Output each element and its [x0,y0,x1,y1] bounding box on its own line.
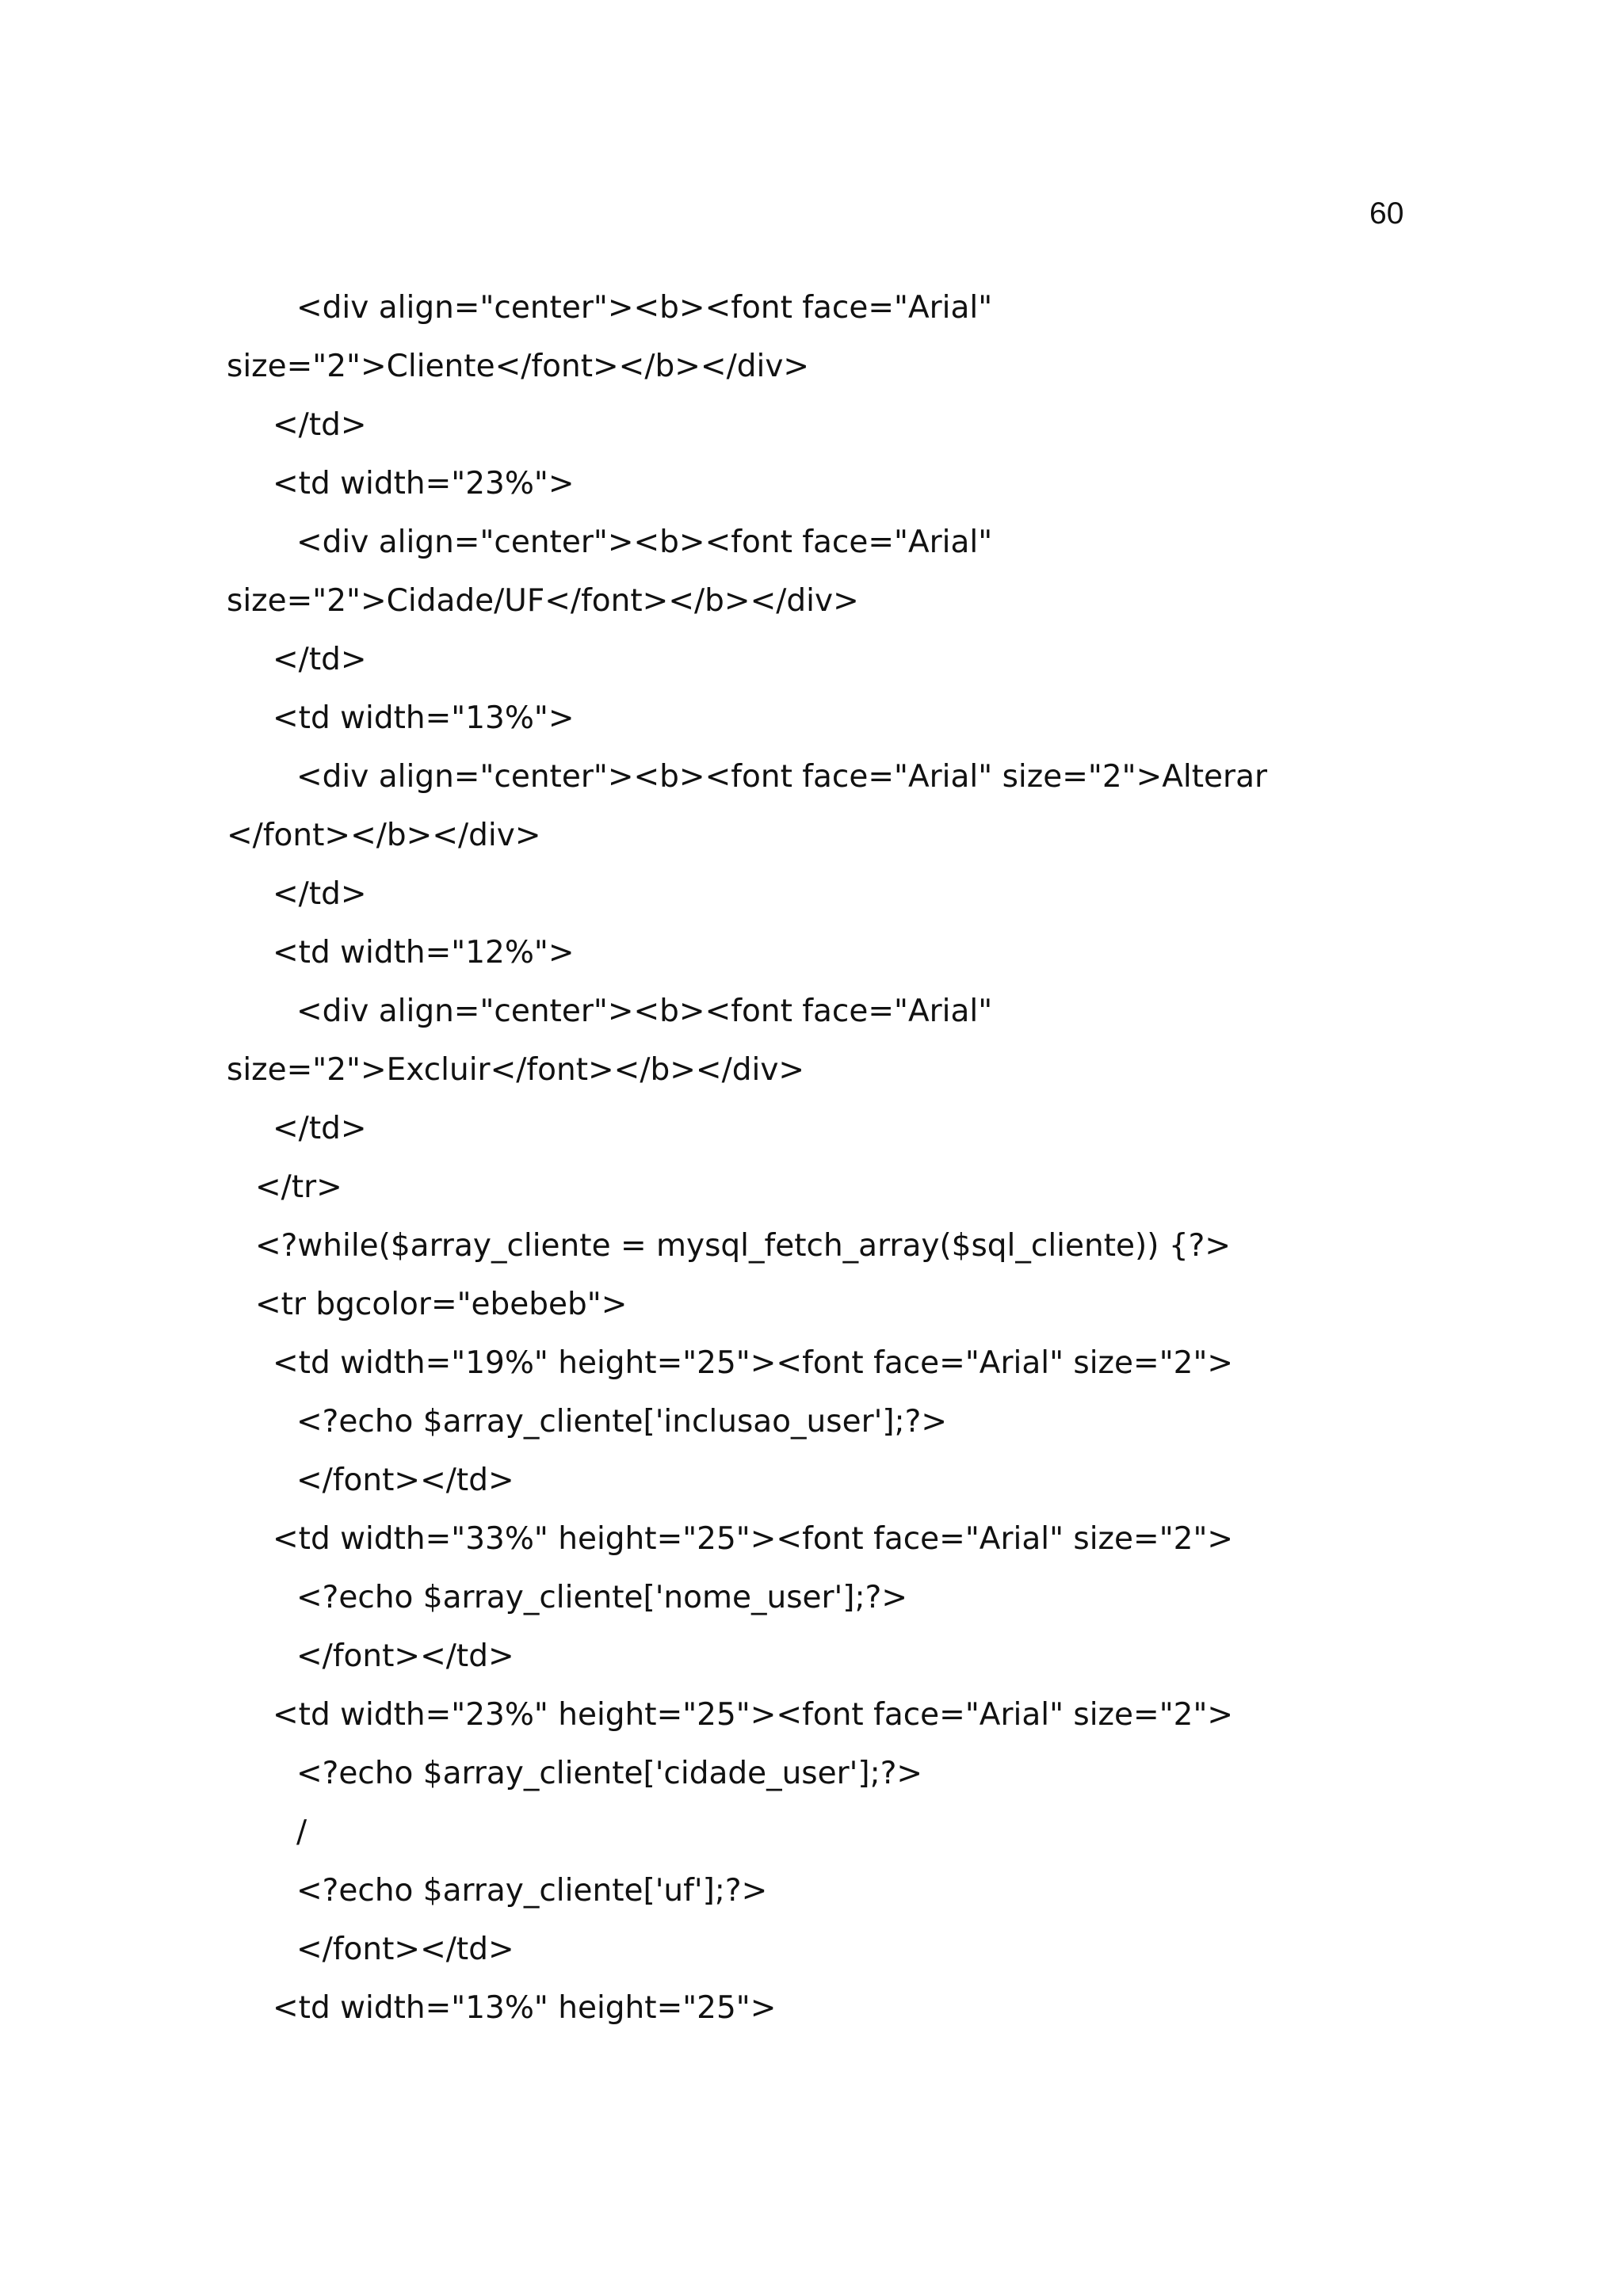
code-line: </td> [273,642,367,677]
code-line: <td width="23%"> [273,466,575,502]
code-line: <td width="13%" height="25"> [273,1990,777,2026]
code-line: size="2">Excluir</font></b></div> [227,1052,805,1088]
code-line: <td width="33%" height="25"><font face="Arial" size="2"> [273,1521,1234,1557]
code-line: size="2">Cidade/UF</font></b></div> [227,583,859,619]
code-line: <td width="19%" height="25"><font face="Arial" size="2"> [273,1345,1234,1381]
code-line: </td> [273,1111,367,1146]
code-line: <div align="center"><b><font face="Arial" [296,524,993,560]
code-line: <?echo $array_cliente['uf'];?> [296,1873,768,1909]
code-line: size="2">Cliente</font></b></div> [227,349,810,384]
code-listing [227,285,1495,2044]
code-line: </td> [273,407,367,443]
code-line: <?echo $array_cliente['cidade_user'];?> [296,1756,923,1791]
code-line: </font></td> [296,1932,514,1967]
code-line: <td width="23%" height="25"><font face="Arial" size="2"> [273,1697,1234,1733]
code-line: <td width="13%"> [273,700,575,736]
code-line: <div align="center"><b><font face="Arial" [296,994,993,1029]
code-line: </tr> [255,1169,342,1205]
code-line: <?echo $array_cliente['nome_user'];?> [296,1580,907,1615]
code-line: <td width="12%"> [273,935,575,971]
code-line: </td> [273,876,367,912]
code-line: <tr bgcolor="ebebeb"> [255,1287,628,1322]
code-line: <div align="center"><b><font face="Arial" [296,290,993,326]
code-line: </font></td> [296,1638,514,1674]
code-line: <div align="center"><b><font face="Arial" size="2">Alterar [296,759,1268,795]
code-line: </font></td> [296,1463,514,1498]
code-line: <?while($array_cliente = mysql_fetch_array($sql_cliente)) {?> [255,1228,1232,1264]
code-line: </font></b></div> [227,818,541,853]
code-line: <?echo $array_cliente['inclusao_user'];?> [296,1404,948,1440]
code-line: / [296,1814,307,1850]
page-number: 60 [1369,196,1404,231]
